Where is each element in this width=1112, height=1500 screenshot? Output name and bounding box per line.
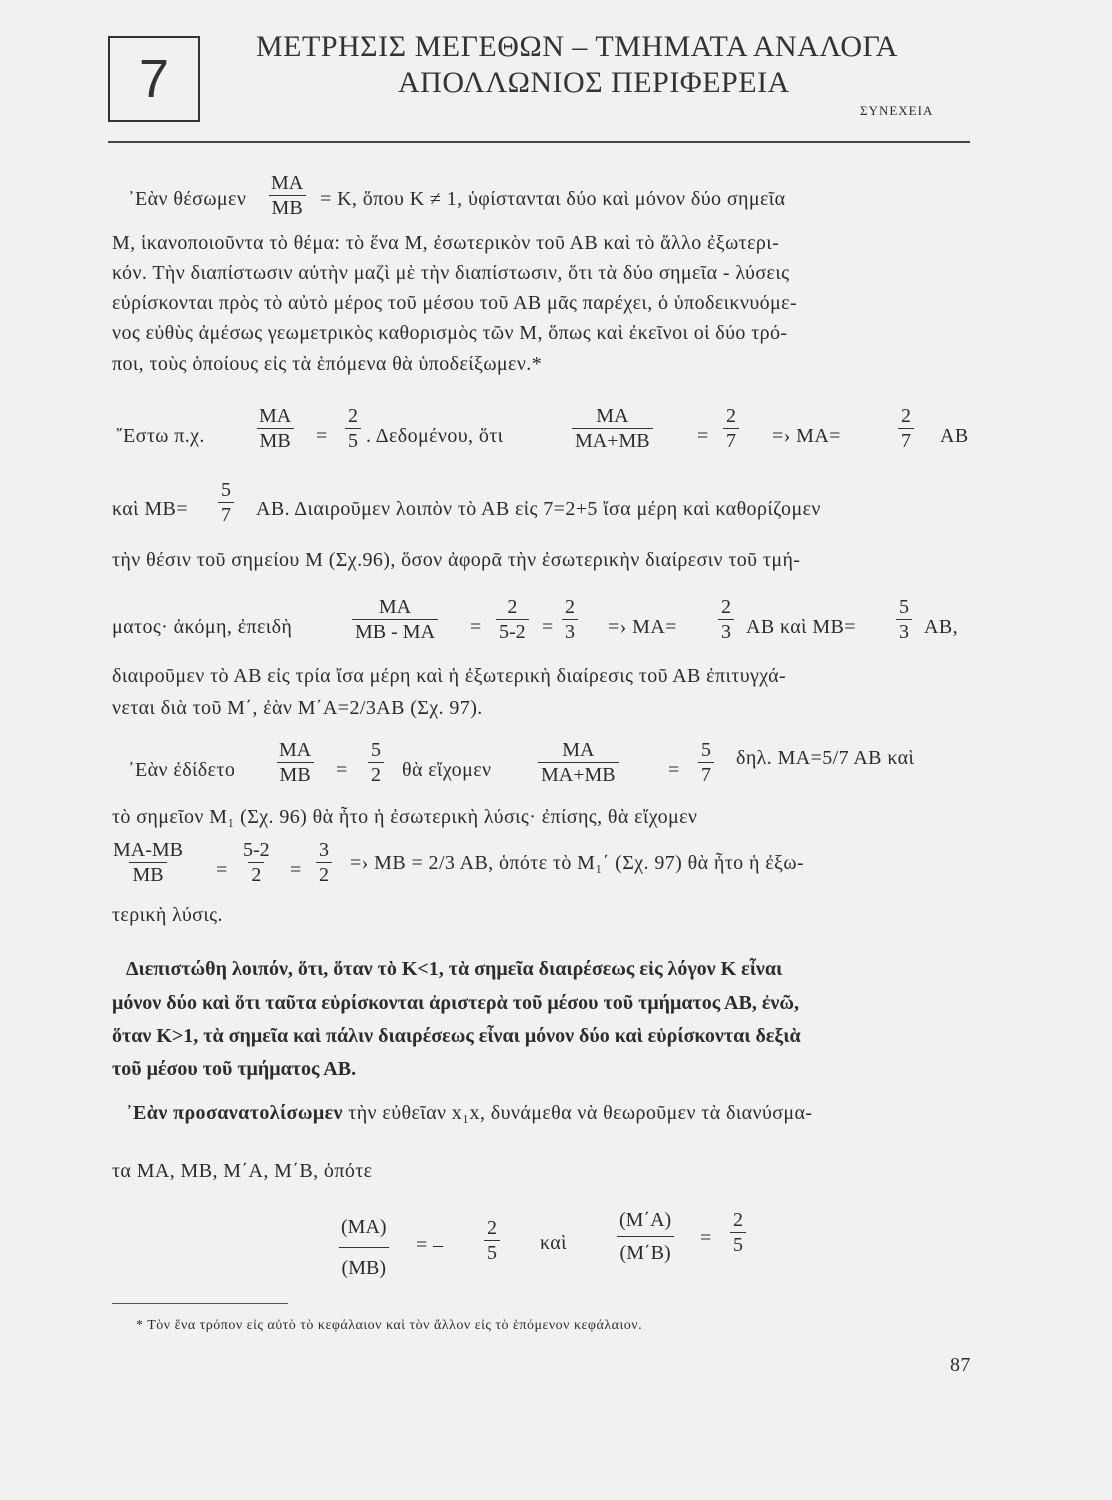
eq6-f2-num: 5-2 — [243, 839, 270, 861]
eq5-f3-num: ΜΑ — [562, 739, 595, 761]
eq2-f4-den: 7 — [723, 428, 739, 453]
eq5-pre: ᾿Εὰν ἐδίδετο — [128, 759, 236, 781]
eq4-f2-den: 5-2 — [496, 619, 529, 644]
chapter-number: 7 — [138, 49, 170, 109]
eq7-eqminus: = – — [416, 1234, 444, 1256]
eq2-fraction-5 — [898, 404, 914, 453]
line-ta: τα ΜΑ, ΜΒ, Μ΄Α, Μ΄Β, ὁπότε — [112, 1160, 373, 1182]
orient-line — [126, 1100, 812, 1126]
eq2-mid: . Δεδομένου, ὅτι — [366, 425, 504, 447]
para1-line: νος εὐθὺς ἀμέσως γεωμετρικὸς καθορισμὸς τῶν Μ, ὅπως καὶ ἐκεῖνοι οἱ δύο τρό- — [112, 322, 788, 344]
page-number: 87 — [950, 1354, 971, 1376]
eq7-fraction-3 — [616, 1208, 674, 1265]
eq2-fraction-3 — [572, 404, 653, 453]
eq4-f5-num: 5 — [899, 596, 909, 618]
bold-para-line: ὅταν Κ>1, τὰ σημεῖα καὶ πάλιν διαιρέσεως εἶναι μόνον δύο καὶ εὑρίσκονται δεξιὰ — [112, 1025, 801, 1047]
chapter-title-line2: ΑΠΟΛΛΩΝΙΟΣ ΠΕΡΙΦΕΡΕΙΑ — [398, 66, 790, 99]
eq3-pre: καὶ ΜΒ= — [112, 498, 188, 520]
eq2-f3-num: ΜΑ — [596, 405, 629, 427]
continued-label: ΣΥΝΕΧΕΙΑ — [860, 103, 934, 118]
eq6-f3-num: 3 — [319, 839, 329, 861]
para1-line: κόν. Τὴν διαπίστωσιν αὐτὴν μαζὶ μὲ τὴν διαπίστωσιν, ὅτι τὰ δύο σημεῖα - λύσεις — [112, 262, 790, 284]
eq5-f1-num: ΜΑ — [279, 739, 312, 761]
line-exo: τερικὴ λύσις. — [112, 904, 223, 926]
eq1-den: ΜΒ — [269, 195, 306, 220]
eq4-f1-num: ΜΑ — [378, 596, 412, 618]
eq6-equals-2: = — [290, 859, 302, 881]
eq1-fraction — [268, 171, 306, 220]
eq5-fraction-2 — [368, 738, 384, 787]
eq2-equals: = — [316, 425, 328, 447]
eq3-fraction — [218, 478, 234, 527]
para2-line: διαιροῦμεν τὸ ΑΒ εἰς τρία ἴσα μέρη καὶ ἡ ἐξωτερικὴ διαίρεσις τοῦ ΑΒ ἐπιτυγχά- — [112, 665, 787, 687]
eq7-equals: = — [700, 1227, 712, 1249]
eq2-fraction-4 — [723, 404, 739, 453]
eq2-f3-den: ΜΑ+ΜΒ — [572, 428, 653, 453]
eq4-f4-den: 3 — [718, 619, 734, 644]
eq7-f4-num: 2 — [733, 1209, 743, 1231]
eq6-f2-den: 2 — [248, 862, 264, 887]
eq4-f1-den: ΜΒ - ΜΑ — [352, 619, 438, 644]
eq1-pre: ᾿Εὰν θέσωμεν — [128, 188, 247, 210]
eq7-f3-num: (Μ΄Α) — [619, 1209, 672, 1231]
eq4-fraction-4 — [718, 595, 734, 644]
eq4-post: ΑΒ, — [924, 616, 958, 638]
eq5-f3-den: ΜΑ+ΜΒ — [538, 762, 619, 787]
eq4-mid: ΑΒ καὶ ΜΒ= — [746, 616, 856, 638]
eq2-f4-num: 2 — [726, 405, 736, 427]
eq3-f-den: 7 — [218, 502, 234, 527]
eq4-f4-num: 2 — [721, 596, 731, 618]
bold-para-line: μόνον δύο καὶ ὅτι ταῦτα εὑρίσκονται ἀριστερὰ τοῦ μέσου τοῦ τμήματος ΑΒ, ἐνῶ, — [112, 992, 799, 1014]
eq2-arrow: =› ΜΑ= — [772, 425, 841, 447]
eq4-arrow: =› ΜΑ= — [608, 616, 677, 638]
eq7-fraction-4 — [730, 1208, 746, 1257]
eq7-fraction-1 — [338, 1215, 390, 1280]
eq2-f2-num: 2 — [348, 405, 358, 427]
line-m1: τὸ σημεῖον Μ₁ (Σχ. 96) θὰ ἦτο ἡ ἐσωτερικὴ λύσις· ἐπίσης, θὰ εἴχομεν — [112, 806, 698, 828]
eq2-f1-den: ΜΒ — [257, 428, 294, 453]
eq3-post: ΑΒ. Διαιροῦμεν λοιπὸν τὸ ΑΒ εἰς 7=2+5 ἴσα μέρη καὶ καθορίζομεν — [256, 498, 821, 520]
eq7-f2-num: 2 — [487, 1217, 497, 1239]
para2-line: νεται διὰ τοῦ Μ΄, ἐὰν Μ΄Α=2/3ΑΒ (Σχ. 97). — [112, 697, 483, 719]
eq5-fraction-3 — [538, 738, 619, 787]
eq6-f1-den: ΜΒ — [129, 862, 166, 887]
eq7-fraction-2 — [484, 1216, 500, 1265]
eq6-fraction-3 — [316, 838, 332, 887]
eq5-f4-num: 5 — [701, 739, 711, 761]
eq7-f4-den: 5 — [730, 1232, 746, 1257]
eq1-num: ΜΑ — [271, 172, 304, 194]
eq4-fraction-1 — [352, 595, 438, 644]
eq7-kai: καὶ — [540, 1232, 567, 1254]
chapter-number-box — [108, 36, 200, 122]
eq5-mid: θὰ εἴχομεν — [402, 759, 492, 781]
eq2-fraction-2 — [345, 404, 361, 453]
bold-para-line: Διεπιστώθη λοιπόν, ὅτι, ὅταν τὸ Κ<1, τὰ σημεῖα διαιρέσεως εἰς λόγον Κ εἶναι — [126, 958, 783, 980]
eq5-fraction-1 — [276, 738, 314, 787]
eq2-f5-num: 2 — [901, 405, 911, 427]
para1-line: Μ, ἱκανοποιοῦντα τὸ θέμα: τὸ ἕνα Μ, ἐσωτερικὸν τοῦ ΑΒ καὶ τὸ ἄλλο ἐξωτερι- — [112, 232, 780, 254]
eq7-f2-den: 5 — [484, 1240, 500, 1265]
para1-line: εὑρίσκονται πρὸς τὸ αὐτὸ μέρος τοῦ μέσου τοῦ ΑΒ μᾶς παρέχει, ὁ ὑποδεικνυόμε- — [112, 292, 797, 314]
eq1-post: = Κ, ὅπου Κ ≠ 1, ὑφίστανται δύο καὶ μόνον δύο σημεῖα — [320, 188, 786, 210]
eq6-post: =› ΜΒ = 2/3 ΑΒ, ὁπότε τὸ Μ₁΄ (Σχ. 97) θὰ ἦτο ἡ ἐξω- — [350, 852, 804, 874]
para1-line: ποι, τοὺς ὁποίους εἰς τὰ ἑπόμενα θὰ ὑποδείξωμεν.* — [112, 353, 543, 375]
chapter-title-line1: ΜΕΤΡΗΣΙΣ ΜΕΓΕΘΩΝ – ΤΜΗΜΑΤΑ ΑΝΑΛΟΓΑ — [256, 30, 898, 63]
eq4-f3-num: 2 — [565, 596, 575, 618]
eq5-equals-1: = — [336, 759, 348, 781]
eq5-post: δηλ. ΜΑ=5/7 ΑΒ καὶ — [736, 747, 915, 769]
eq5-equals-2: = — [668, 759, 680, 781]
line-thesin: τὴν θέσιν τοῦ σημείου Μ (Σχ.96), ὅσον ἀφορᾶ τὴν ἐσωτερικὴν διαίρεσιν τοῦ τμή- — [112, 549, 801, 571]
eq4-f5-den: 3 — [896, 619, 912, 644]
eq2-post: ΑΒ — [940, 425, 969, 447]
eq4-fraction-3 — [562, 595, 578, 644]
orient-bold: ᾿Εὰν προσανατολίσωμεν — [126, 1102, 343, 1124]
eq2-f1-num: ΜΑ — [259, 405, 292, 427]
eq5-f4-den: 7 — [698, 762, 714, 787]
eq4-equals-2: = — [542, 616, 554, 638]
orient-rest: τὴν εὐθεῖαν x₁x, δυνάμεθα νὰ θεωροῦμεν τὰ διανύσμα- — [348, 1102, 813, 1124]
eq4-equals-1: = — [470, 616, 482, 638]
footnote-rule — [112, 1303, 288, 1304]
eq4-f2-num: 2 — [507, 596, 518, 618]
eq2-fraction-1 — [256, 404, 294, 453]
eq4-f3-den: 3 — [562, 619, 578, 644]
eq6-f1-num: ΜΑ-ΜΒ — [113, 839, 184, 861]
eq6-fraction-2 — [240, 838, 273, 887]
eq4-fraction-2 — [496, 595, 529, 644]
eq6-f3-den: 2 — [316, 862, 332, 887]
eq7-f1-num: (ΜΑ) — [341, 1216, 387, 1238]
footnote: * Τὸν ἕνα τρόπον εἰς αὐτὸ τὸ κεφάλαιον καὶ τὸν ἄλλον εἰς τὸ ἑπόμενον κεφάλαιον. — [136, 1318, 643, 1333]
eq3-f-num: 5 — [221, 479, 231, 501]
eq2-equals-2: = — [697, 425, 709, 447]
eq5-fraction-4 — [698, 738, 714, 787]
bold-para-line: τοῦ μέσου τοῦ τμήματος ΑΒ. — [112, 1058, 357, 1080]
eq4-pre: ματος· ἀκόμη, ἐπειδὴ — [112, 616, 293, 638]
eq7-f1-den: (ΜΒ) — [339, 1247, 389, 1280]
eq2-f5-den: 7 — [898, 428, 914, 453]
eq6-fraction-1 — [110, 838, 186, 887]
eq6-equals-1: = — [216, 859, 228, 881]
eq2-pre: ῎Εστω π.χ. — [116, 425, 205, 447]
eq4-fraction-5 — [896, 595, 912, 644]
eq7-f3-den: (Μ΄Β) — [617, 1236, 674, 1265]
eq2-f2-den: 5 — [345, 428, 361, 453]
eq5-f2-num: 5 — [371, 739, 381, 761]
eq5-f2-den: 2 — [368, 762, 384, 787]
header-divider — [108, 141, 970, 143]
eq5-f1-den: ΜΒ — [277, 762, 314, 787]
